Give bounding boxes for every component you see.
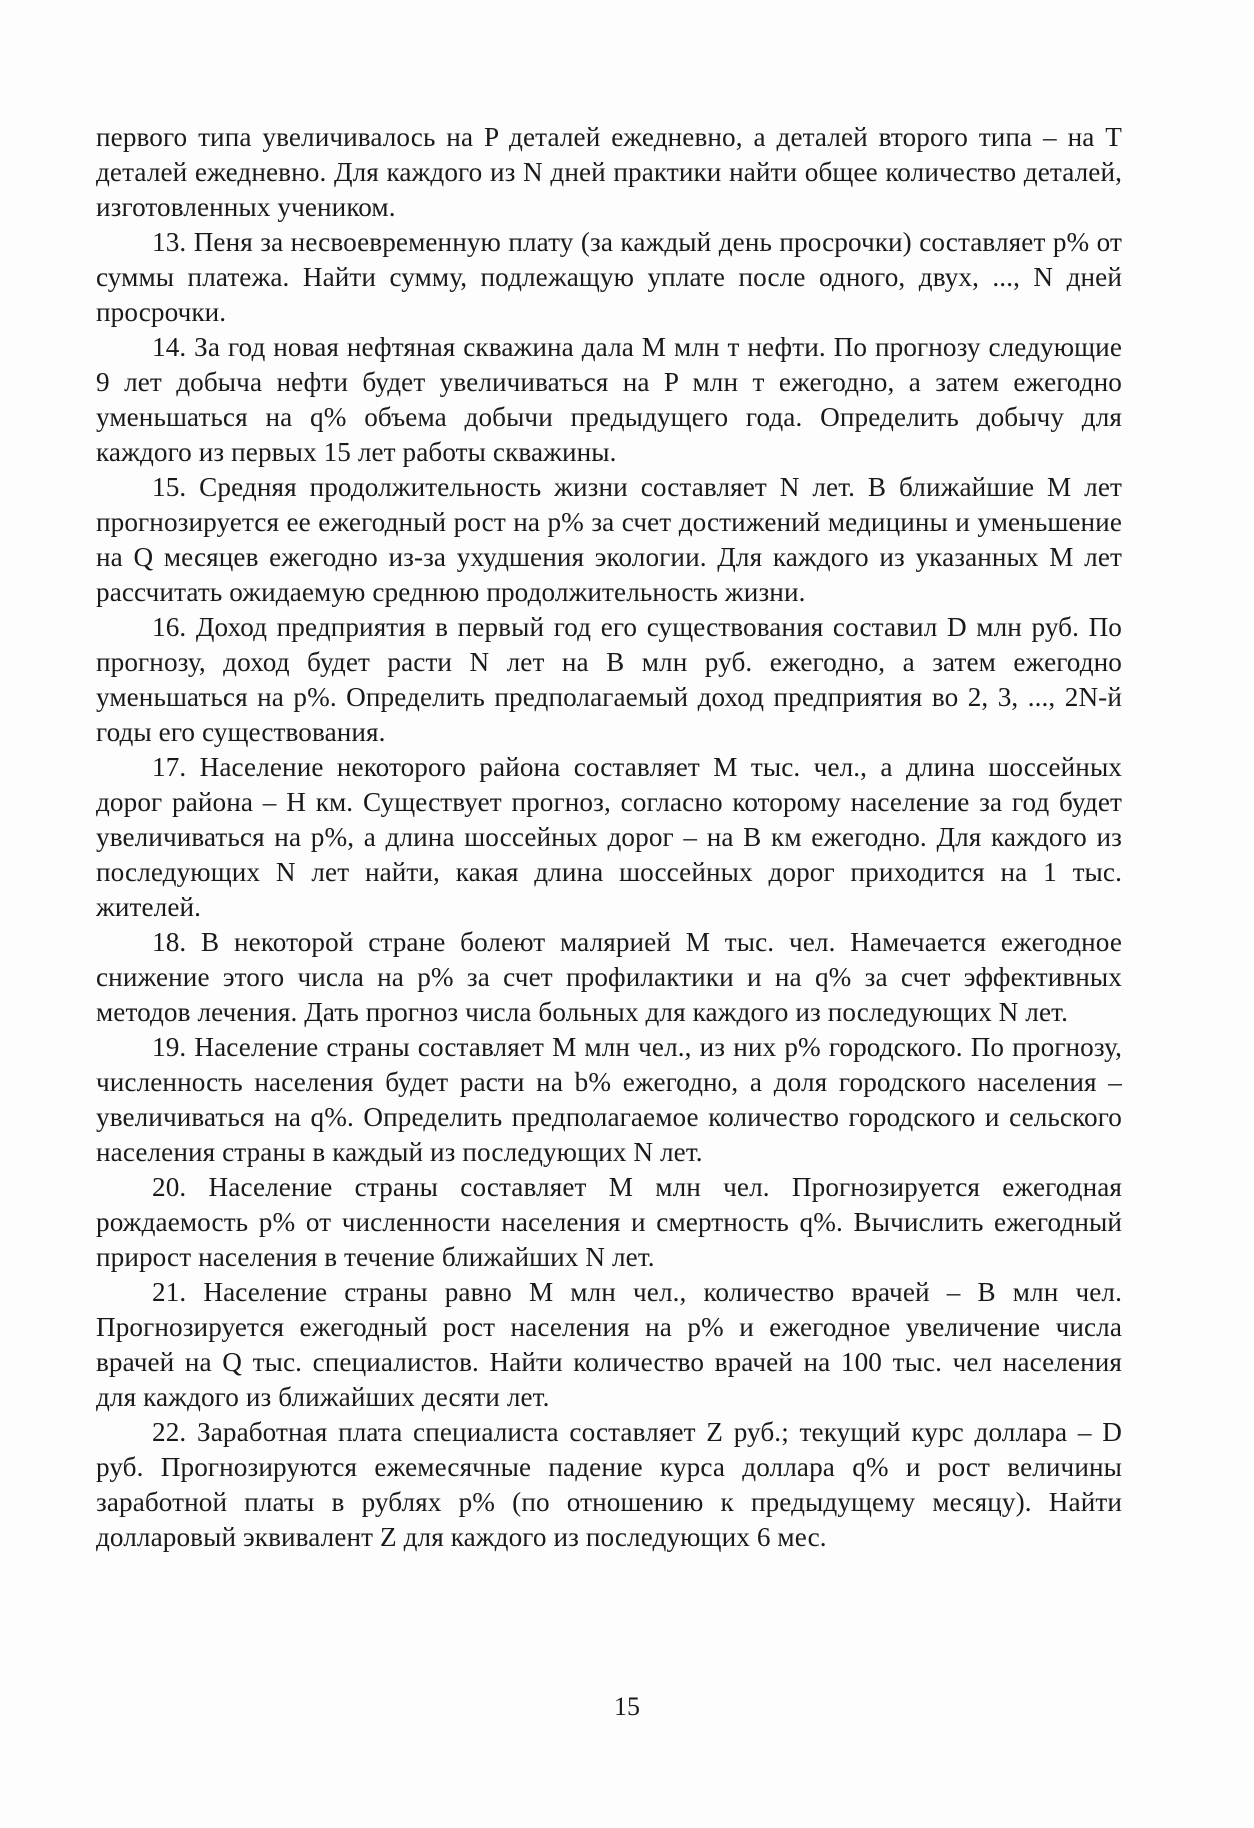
paragraph-task-22: 22. Заработная плата специалиста составляет Z руб.; текущий курс доллара – D руб. Прогнозируются ежемесячные падение курса доллара q% и рост величины заработной платы в рублях p% (по отношению к предыдущему месяцу). Найти долларовый эквивалент Z для каждого из последующих 6 мес. [96, 1417, 1122, 1552]
paragraph-task-14: 14. За год новая нефтяная скважина дала M млн т нефти. По прогнозу следующие 9 лет добыча нефти будет увеличиваться на P млн т ежегодно, а затем ежегодно уменьшаться на q% объема добычи предыдущего года. Определить добычу для каждого из первых 15 лет работы скважины. [96, 332, 1122, 467]
paragraph-task-21: 21. Население страны равно M млн чел., количество врачей – B млн чел. Прогнозируется ежегодный рост населения на p% и ежегодное увеличение числа врачей на Q тыс. специалистов. Найти количество врачей на 100 тыс. чел населения для каждого из ближайших десяти лет. [96, 1277, 1122, 1412]
paragraph-task-19: 19. Население страны составляет M млн чел., из них p% городского. По прогнозу, численность населения будет расти на b% ежегодно, а доля городского населения – увеличиваться на q%. Определить предполагаемое количество городского и сельского населения страны в каждый из последующих N лет. [96, 1032, 1122, 1167]
paragraph-continuation: первого типа увеличивалось на P деталей ежедневно, а деталей второго типа – на T деталей ежедневно. Для каждого из N дней практики найти общее количество деталей, изготовленных учеником. [96, 122, 1122, 222]
paragraph-task-13: 13. Пеня за несвоевременную плату (за каждый день просрочки) составляет p% от суммы платежа. Найти сумму, подлежащую уплате после одного, двух, ..., N дней просрочки. [96, 227, 1122, 327]
page-body-text [96, 120, 1122, 1555]
paragraph-task-20: 20. Население страны составляет M млн чел. Прогнозируется ежегодная рождаемость p% от численности населения и смертность q%. Вычислить ежегодный прирост населения в течение ближайших N лет. [96, 1172, 1122, 1272]
paragraph-task-18: 18. В некоторой стране болеют малярией M тыс. чел. Намечается ежегодное снижение этого числа на p% за счет профилактики и на q% за счет эффективных методов лечения. Дать прогноз числа больных для каждого из последующих N лет. [96, 927, 1122, 1027]
paragraph-task-16: 16. Доход предприятия в первый год его существования составил D млн руб. По прогнозу, доход будет расти N лет на B млн руб. ежегодно, а затем ежегодно уменьшаться на p%. Определить предполагаемый доход предприятия во 2, 3, ..., 2N-й годы его существования. [96, 612, 1122, 747]
paragraph-task-17: 17. Население некоторого района составляет M тыс. чел., а длина шоссейных дорог района – H км. Существует прогноз, согласно которому население за год будет увеличиваться на p%, а длина шоссейных дорог – на B км ежегодно. Для каждого из последующих N лет найти, какая длина шоссейных дорог приходится на 1 тыс. жителей. [96, 752, 1122, 922]
paragraph-task-15: 15. Средняя продолжительность жизни составляет N лет. В ближайшие M лет прогнозируется ее ежегодный рост на p% за счет достижений медицины и уменьшение на Q месяцев ежегодно из-за ухудшения экологии. Для каждого из указанных M лет рассчитать ожидаемую среднюю продолжительность жизни. [96, 472, 1122, 607]
page-number: 15 [614, 1692, 640, 1721]
